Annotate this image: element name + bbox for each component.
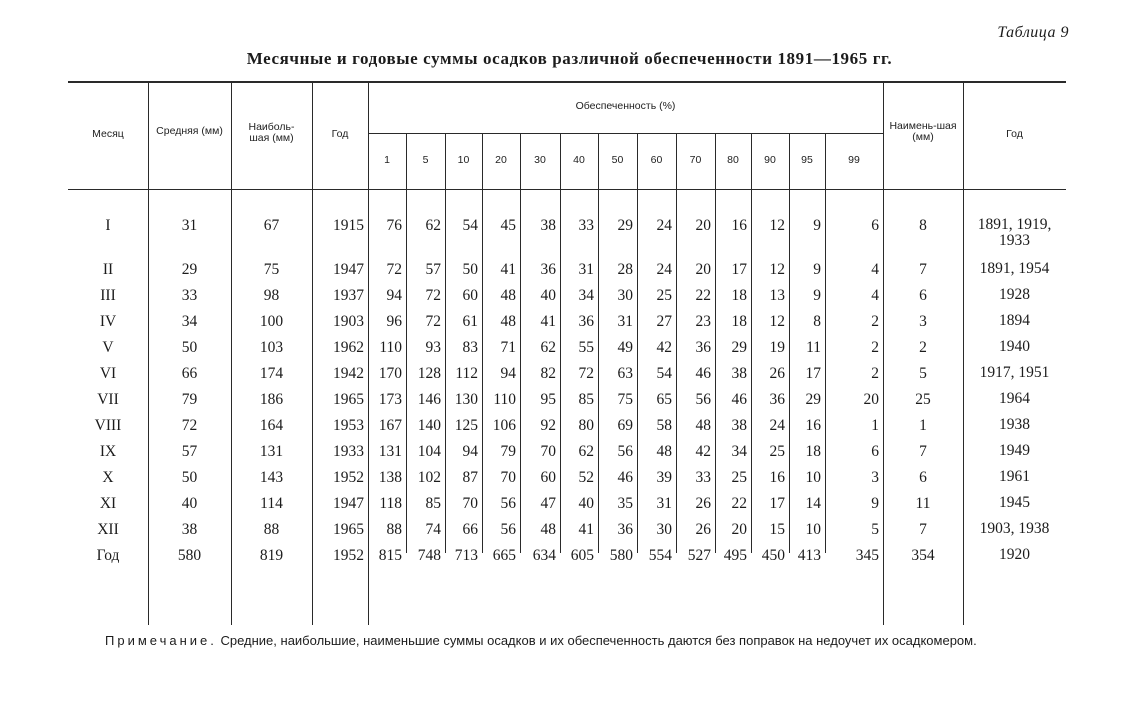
row-percentile-value: 55 [578,339,594,356]
row-percentile-value: 62 [578,443,594,460]
row-percentile-value: 18 [731,313,747,330]
row-percentile-value: 110 [379,339,402,356]
row-percentile-value: 25 [769,443,785,460]
row-percentile-value: 38 [540,217,556,234]
row-percentile-value: 146 [417,391,441,408]
row-percentile-value: 4 [871,287,879,304]
row-percentile-value: 56 [695,391,711,408]
row-percentile-value: 36 [540,261,556,278]
row-percentile-value: 9 [871,495,879,512]
row-percentile-value: 48 [500,287,516,304]
row-percentile-value: 52 [578,469,594,486]
row-percentile-value: 83 [462,339,478,356]
row-percentile-value: 138 [378,469,402,486]
row-mean: 29 [181,261,198,278]
row-percentile-value: 33 [695,469,711,486]
header-percentile: 10 [457,154,470,167]
row-percentile-value: 3 [871,469,879,486]
row-percentile-value: 27 [656,313,672,330]
row-min: 7 [919,261,927,278]
row-min: 11 [915,495,931,512]
row-percentile-value: 85 [578,391,594,408]
row-year-max: 1942 [333,365,364,382]
row-percentile-value: 70 [540,443,556,460]
row-percentile-value: 33 [578,217,594,234]
row-percentile-value: 72 [386,261,402,278]
row-percentile-value: 24 [769,417,785,434]
row-min: 3 [919,313,927,330]
row-percentile-value: 24 [656,261,672,278]
row-percentile-value: 413 [797,547,821,564]
row-percentile-value: 815 [378,547,402,564]
row-percentile-value: 85 [425,495,441,512]
row-min: 354 [911,547,935,564]
row-percentile-value: 82 [540,365,556,382]
row-month: Год [96,547,120,564]
row-max: 67 [263,217,280,234]
row-month: VI [99,365,117,382]
row-month: XII [97,521,119,538]
row-mean: 50 [181,339,198,356]
row-year-min: 1894 [999,312,1030,329]
row-percentile-value: 22 [695,287,711,304]
header-percentile: 70 [689,154,702,167]
row-percentile-value: 72 [425,313,441,330]
row-percentile-value: 14 [805,495,821,512]
row-percentile-value: 130 [454,391,478,408]
row-percentile-value: 80 [578,417,594,434]
row-percentile-value: 18 [731,287,747,304]
row-percentile-value: 46 [617,469,633,486]
row-percentile-value: 38 [731,365,747,382]
header-percentile: 90 [764,154,776,167]
row-percentile-value: 88 [386,521,402,538]
row-mean: 580 [177,547,202,564]
row-percentile-value: 6 [871,217,879,234]
row-month: V [102,339,114,356]
row-percentile-value: 20 [695,217,711,234]
row-max: 143 [259,469,284,486]
row-percentile-value: 170 [378,365,402,382]
row-percentile-value: 1 [871,417,879,434]
row-percentile-value: 47 [540,495,556,512]
row-mean: 50 [181,469,198,486]
header-percentile: 30 [534,154,546,167]
row-min: 6 [919,287,927,304]
row-year-max: 1947 [333,495,364,512]
row-mean: 57 [181,443,198,460]
header-percentile: 1 [384,154,390,167]
row-mean: 31 [181,217,198,234]
row-percentile-value: 42 [695,443,711,460]
row-year-max: 1952 [333,469,364,486]
row-percentile-value: 60 [462,287,478,304]
row-year-max: 1965 [333,521,364,538]
row-year-max: 1962 [333,339,364,356]
row-min: 6 [919,469,927,486]
header-percentile: 99 [848,154,860,167]
table-number: Таблица 9 [997,24,1069,41]
row-percentile-value: 72 [578,365,594,382]
row-percentile-value: 19 [769,339,785,356]
header-percentile: 5 [422,154,429,167]
header-probability: Обеспеченность (%) [575,100,676,113]
row-percentile-value: 60 [540,469,556,486]
header-percentile: 50 [611,154,624,167]
row-year-min: 1891, 1954 [979,260,1050,277]
row-year-min: 1949 [999,442,1030,459]
row-percentile-value: 26 [695,495,711,512]
row-percentile-value: 2 [871,313,879,330]
row-max: 75 [263,261,280,278]
row-year-min: 1928 [999,286,1030,303]
row-percentile-value: 31 [656,495,672,512]
row-year-max: 1937 [333,287,364,304]
row-year-min: 1891, 1919, 1933 [977,216,1052,250]
row-percentile-value: 16 [805,417,821,434]
row-percentile-value: 70 [462,495,478,512]
row-percentile-value: 25 [656,287,672,304]
row-percentile-value: 18 [805,443,821,460]
row-percentile-value: 605 [570,547,594,564]
row-percentile-value: 22 [731,495,747,512]
row-percentile-value: 62 [540,339,556,356]
row-mean: 34 [181,313,198,330]
row-mean: 33 [181,287,198,304]
row-max: 186 [259,391,284,408]
row-percentile-value: 345 [855,547,879,564]
row-percentile-value: 96 [386,313,402,330]
row-year-min: 1940 [999,338,1030,355]
header-month: Месяц [92,128,124,141]
row-percentile-value: 16 [769,469,785,486]
row-percentile-value: 75 [617,391,633,408]
row-percentile-value: 79 [500,443,516,460]
row-year-max: 1952 [333,547,364,564]
row-percentile-value: 56 [500,521,516,538]
row-year-max: 1947 [333,261,364,278]
row-min: 7 [919,443,927,460]
row-percentile-value: 26 [769,365,785,382]
row-percentile-value: 9 [813,287,821,304]
row-percentile-value: 102 [417,469,441,486]
row-percentile-value: 94 [462,443,478,460]
row-percentile-value: 9 [813,217,821,234]
row-percentile-value: 713 [454,547,478,564]
row-percentile-value: 527 [687,547,711,564]
row-percentile-value: 2 [871,339,879,356]
row-mean: 79 [181,391,198,408]
row-min: 25 [915,391,931,408]
row-year-max: 1915 [333,217,364,234]
row-percentile-value: 20 [863,391,879,408]
row-percentile-value: 4 [871,261,879,278]
header-percentile: 80 [727,154,739,167]
row-percentile-value: 41 [578,521,594,538]
precipitation-table [68,81,1066,625]
row-percentile-value: 69 [617,417,633,434]
row-max: 88 [263,521,280,538]
row-percentile-value: 10 [805,469,821,486]
row-year-max: 1933 [333,443,364,460]
row-percentile-value: 36 [617,521,633,538]
row-percentile-value: 36 [769,391,785,408]
row-percentile-value: 46 [695,365,711,382]
row-percentile-value: 128 [417,365,441,382]
row-percentile-value: 29 [731,339,747,356]
row-percentile-value: 49 [617,339,633,356]
row-month: VII [97,391,119,408]
header-max: Наиболь-шая (мм) [248,120,295,144]
row-percentile-value: 46 [731,391,747,408]
row-percentile-value: 42 [656,339,672,356]
row-percentile-value: 76 [386,217,402,234]
row-percentile-value: 12 [769,217,785,234]
header-year-min: Год [1006,128,1023,141]
row-percentile-value: 748 [417,547,441,564]
row-percentile-value: 36 [695,339,711,356]
row-year-max: 1903 [333,313,364,330]
row-percentile-value: 20 [731,521,747,538]
row-percentile-value: 110 [493,391,516,408]
row-percentile-value: 87 [462,469,478,486]
row-month: X [102,469,114,486]
row-percentile-value: 29 [617,217,633,234]
row-percentile-value: 94 [500,365,516,382]
row-min: 7 [919,521,927,538]
row-month: IV [99,313,117,330]
header-percentile: 95 [801,154,813,167]
row-percentile-value: 26 [695,521,711,538]
row-percentile-value: 40 [540,287,556,304]
row-percentile-value: 63 [617,365,633,382]
row-percentile-value: 71 [500,339,516,356]
row-percentile-value: 58 [656,417,672,434]
row-percentile-value: 31 [578,261,594,278]
row-percentile-value: 56 [500,495,516,512]
row-percentile-value: 16 [731,217,747,234]
note-label: Примечание. [105,633,217,648]
row-percentile-value: 23 [695,313,711,330]
row-percentile-value: 72 [425,287,441,304]
header-min: Наимень-шая (мм) [889,119,957,143]
row-min: 2 [919,339,927,356]
row-percentile-value: 57 [425,261,441,278]
row-percentile-value: 92 [540,417,556,434]
row-percentile-value: 48 [695,417,711,434]
row-percentile-value: 45 [500,217,516,234]
row-percentile-value: 95 [540,391,556,408]
row-year-min: 1961 [999,468,1030,485]
header-year-max: Год [331,128,349,141]
row-percentile-value: 66 [462,521,478,538]
row-max: 103 [259,339,284,356]
header-bottom-rule [68,189,1066,190]
row-month: III [100,287,116,304]
row-percentile-value: 118 [379,495,402,512]
row-min: 8 [919,217,927,234]
row-percentile-value: 11 [806,339,821,356]
row-mean: 72 [181,417,198,434]
row-percentile-value: 12 [769,261,785,278]
row-min: 5 [919,365,927,382]
row-percentile-value: 93 [425,339,441,356]
row-percentile-value: 41 [500,261,516,278]
row-percentile-value: 54 [462,217,478,234]
row-percentile-value: 35 [617,495,633,512]
row-percentile-value: 13 [769,287,785,304]
row-year-min: 1903, 1938 [979,520,1050,537]
row-percentile-value: 56 [617,443,633,460]
row-percentile-value: 70 [500,469,516,486]
row-percentile-value: 38 [731,417,747,434]
row-month: II [102,261,114,278]
note-text: Средние, наибольшие, наименьшие суммы осадков и их обеспеченность даются без поправок на недоучет их осадкомером. [216,633,977,648]
row-month: XI [99,495,117,512]
row-percentile-value: 48 [540,521,556,538]
row-percentile-value: 65 [656,391,672,408]
row-percentile-value: 39 [656,469,672,486]
row-percentile-value: 104 [417,443,441,460]
row-mean: 40 [181,495,198,512]
row-mean: 66 [181,365,198,382]
row-percentile-value: 36 [578,313,594,330]
row-max: 131 [259,443,284,460]
row-percentile-value: 554 [648,547,672,564]
row-percentile-value: 34 [731,443,747,460]
row-mean: 38 [181,521,198,538]
row-year-min: 1945 [999,494,1030,511]
row-year-min: 1920 [999,546,1030,563]
row-percentile-value: 6 [871,443,879,460]
row-percentile-value: 29 [805,391,821,408]
row-percentile-value: 15 [769,521,785,538]
row-percentile-value: 12 [769,313,785,330]
row-percentile-value: 9 [813,261,821,278]
row-percentile-value: 665 [492,547,516,564]
row-percentile-value: 580 [609,547,633,564]
row-month: VIII [94,417,122,434]
row-max: 114 [260,495,283,512]
row-percentile-value: 17 [731,261,747,278]
row-percentile-value: 10 [805,521,821,538]
row-year-max: 1965 [333,391,364,408]
row-percentile-value: 495 [723,547,747,564]
row-percentile-value: 62 [425,217,441,234]
row-percentile-value: 167 [378,417,402,434]
row-percentile-value: 94 [386,287,402,304]
row-year-max: 1953 [333,417,364,434]
row-percentile-value: 50 [462,261,478,278]
row-max: 819 [259,547,284,564]
row-max: 100 [259,313,284,330]
row-percentile-value: 54 [656,365,672,382]
row-percentile-value: 25 [731,469,747,486]
row-percentile-value: 74 [425,521,441,538]
row-percentile-value: 61 [462,313,478,330]
row-percentile-value: 106 [492,417,516,434]
row-percentile-value: 112 [455,365,478,382]
row-percentile-value: 28 [617,261,633,278]
row-percentile-value: 31 [617,313,633,330]
row-percentile-value: 5 [871,521,879,538]
row-percentile-value: 20 [695,261,711,278]
header-percentile: 40 [573,154,585,167]
row-percentile-value: 450 [761,547,785,564]
row-max: 98 [263,287,280,304]
row-percentile-value: 173 [378,391,402,408]
row-percentile-value: 125 [454,417,478,434]
row-percentile-value: 30 [656,521,672,538]
row-percentile-value: 48 [500,313,516,330]
row-percentile-value: 30 [617,287,633,304]
header-percentile: 20 [495,154,507,167]
row-percentile-value: 40 [578,495,594,512]
table-note [73,633,1077,648]
row-percentile-value: 634 [532,547,556,564]
row-percentile-value: 34 [578,287,594,304]
row-percentile-value: 2 [871,365,879,382]
row-year-min: 1964 [999,390,1030,407]
row-max: 174 [259,365,284,382]
row-percentile-value: 17 [805,365,821,382]
row-percentile-value: 24 [656,217,672,234]
row-month: IX [99,443,117,460]
table-title: Месячные и годовые суммы осадков различной обеспеченности 1891—1965 гг. [246,49,893,68]
row-max: 164 [259,417,284,434]
row-percentile-value: 48 [656,443,672,460]
row-percentile-value: 41 [540,313,556,330]
row-percentile-value: 131 [378,443,402,460]
row-month: I [105,217,111,234]
row-year-min: 1938 [999,416,1030,433]
row-percentile-value: 8 [813,313,821,330]
row-percentile-value: 17 [769,495,785,512]
header-mean: Средняя (мм) [156,125,223,138]
header-percentile: 60 [650,154,663,167]
row-percentile-value: 140 [417,417,441,434]
row-year-min: 1917, 1951 [979,364,1050,381]
row-min: 1 [919,417,927,434]
